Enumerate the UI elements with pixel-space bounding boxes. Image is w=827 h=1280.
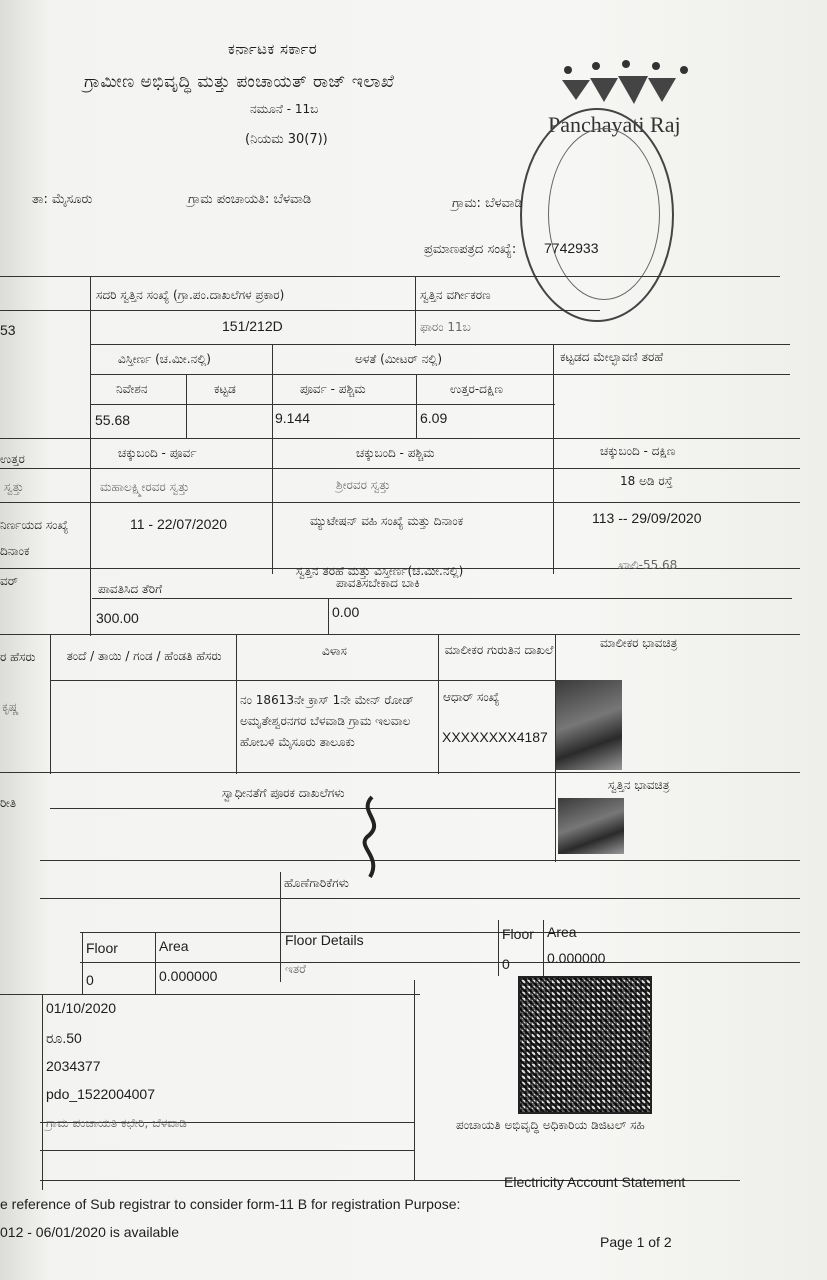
owner-address: ನಂ 18613ನೇ ಕ್ರಾಸ್ 1ನೇ ಮೇನ್ ರೋಡ್ ಅಮೃತೇಶ್ವರನಗರ ಬೆಳವಾಡಿ ಗ್ರಾಮ ಇಲವಾಲ ಹೋಬಳಿ ಮೈಸೂರು ತಾಲೂಕು bbox=[240, 693, 414, 749]
west-value: ಶ್ರೀರವರ ಸ್ವತ್ತು bbox=[336, 478, 391, 492]
site-label: ನಿವೇಶನ bbox=[116, 382, 148, 396]
resolution-date-label: ದಿನಾಂಕ bbox=[0, 544, 30, 558]
type-area-label: ಸ್ವತ್ತಿನ ತರಹೆ ಮತ್ತು ವಿಸ್ತೀರ್ಣ(ಚ.ಮೀ.ನಲ್ಲಿ) bbox=[296, 564, 464, 578]
right-floor-value: 0 bbox=[502, 956, 510, 972]
certificate-label: ಪ್ರಮಾಣಪತ್ರದ ಸಂಖ್ಯೆ: bbox=[424, 242, 517, 257]
officer-id: pdo_1522004007 bbox=[46, 1086, 156, 1102]
office-name: ಗ್ರಾಮ ಪಂಚಾಯತಿ ಕಛೇರಿ, ಬೆಳವಾಡಿ bbox=[46, 1116, 187, 1130]
type-area-value: ಖಾಲಿ-55.68 bbox=[618, 558, 678, 572]
panchayat-logo bbox=[556, 60, 696, 110]
area-label: ವಿಸ್ತೀರ್ಣ (ಚ.ಮೀ.ನಲ್ಲಿ) bbox=[118, 352, 211, 366]
page-number: Page 1 of 2 bbox=[600, 1234, 672, 1250]
logo-text: Panchayati Raj bbox=[548, 112, 681, 137]
right-floor-header: Floor bbox=[502, 926, 534, 942]
classification: ಫಾರಂ 11ಬ bbox=[420, 320, 471, 334]
north-label: ಉತ್ತರ bbox=[0, 452, 25, 466]
mutation-value: 113 -- 29/09/2020 bbox=[592, 510, 702, 526]
left-edge-number: 53 bbox=[0, 322, 16, 338]
owner-photo bbox=[556, 680, 622, 770]
issue-date: 01/10/2020 bbox=[46, 1000, 117, 1016]
north-south-label: ಉತ್ತರ-ದಕ್ಷಿಣ bbox=[450, 382, 503, 396]
ink-mark bbox=[352, 792, 392, 882]
classification-label: ಸ್ವತ್ತಿನ ವರ್ಗೀಕರಣ bbox=[420, 288, 491, 302]
building-label: ಕಟ್ಟಡ bbox=[214, 382, 236, 396]
east-value: ಮಹಾಲಕ್ಷ್ಮೀರವರ ಸ್ವತ್ತು bbox=[100, 480, 190, 494]
north-south-value: 6.09 bbox=[420, 410, 448, 426]
rule-number: (ನಿಯಮ 30(7)) bbox=[245, 132, 328, 147]
village: ಗ್ರಾಮ: ಬೆಳವಾಡಿ bbox=[452, 196, 523, 211]
form-number: ನಮೂನೆ - 11ಬ bbox=[250, 102, 319, 116]
footer-line-2: 012 - 06/01/2020 is available bbox=[0, 1224, 180, 1240]
footer-line-1: e reference of Sub registrar to consider form-11 B for registration Purpose: bbox=[0, 1196, 461, 1212]
east-label: ಚಕ್ಕುಬಂದಿ - ಪೂರ್ವ bbox=[118, 446, 197, 460]
right-area-value: 0.000000 bbox=[547, 950, 606, 966]
property-number: 151/212D bbox=[222, 318, 283, 334]
south-value: 18 ಅಡಿ ರಸ್ತೆ bbox=[620, 474, 673, 488]
acquisition-row-label: ರೀತಿ bbox=[0, 796, 17, 810]
address-label: ವಿಳಾಸ bbox=[322, 644, 347, 658]
owner-name-fragment: ಕೃಷ್ಣ bbox=[2, 700, 19, 714]
relation-label: ತಂದೆ / ತಾಯಿ / ಗಂಡ / ಹೆಂಡತಿ ಹೆಸರು bbox=[66, 649, 222, 663]
department-title: ಗ್ರಾಮೀಣ ಅಭಿವೃದ್ಧಿ ಮತ್ತು ಪಂಚಾಯತ್ ರಾಜ್ ಇಲಾಖೆ bbox=[84, 72, 395, 92]
left-floor-value: 0 bbox=[86, 972, 94, 988]
left-area-header: Area bbox=[159, 938, 189, 954]
acquisition-label: ಸ್ವಾಧೀನತೆಗೆ ಪೂರಕ ದಾಖಲೆಗಳು bbox=[222, 786, 345, 800]
floor-details-value: ಇತರೆ bbox=[285, 962, 306, 976]
office-seal-inner bbox=[548, 128, 660, 300]
construction-label: ಕಟ್ಟಡದ ಮೇಲ್ಛಾವಣಿ ತರಹೆ bbox=[560, 350, 664, 364]
property-number-label: ಸದರಿ ಸ್ವತ್ತಿನ ಸಂಖ್ಯೆ (ಗ್ರಾ.ಪಂ.ದಾಖಲೆಗಳ ಪ್ರಕಾರ) bbox=[96, 288, 285, 302]
owner-id-label: ಮಾಲೀಕರ ಗುರುತಿನ ದಾಖಲೆ bbox=[444, 643, 554, 657]
south-label: ಚಕ್ಕುಬಂದಿ - ದಕ್ಷಿಣ bbox=[600, 444, 676, 458]
paid-tax: 300.00 bbox=[96, 610, 139, 626]
resolution-value: 11 - 22/07/2020 bbox=[130, 516, 228, 532]
tax-row-label: ವರ್ bbox=[0, 574, 18, 588]
paid-tax-label: ಪಾವತಿಸಿದ ತೆರಿಗೆ bbox=[98, 582, 163, 596]
dimension-label: ಅಳತೆ (ಮೀಟರ್ ನಲ್ಲಿ) bbox=[355, 352, 443, 366]
north-value: ಸ್ವತ್ತು bbox=[4, 480, 24, 494]
owner-photo-label: ಮಾಲೀಕರ ಭಾವಚಿತ್ರ bbox=[600, 636, 678, 650]
digital-signature-label: ಪಂಚಾಯತಿ ಅಭಿವೃದ್ಧಿ ಅಧಿಕಾರಿಯ ಡಿಜಿಟಲ್ ಸಹಿ bbox=[456, 1118, 645, 1132]
footer-line-1-right: Electricity Account Statement bbox=[504, 1174, 686, 1190]
left-area-value: 0.000000 bbox=[159, 968, 218, 984]
due-amount: 0.00 bbox=[332, 604, 360, 620]
owner-id-value: XXXXXXXX4187 bbox=[442, 729, 548, 745]
resolution-label: ನಿರ್ಣಯದ ಸಂಖ್ಯೆ bbox=[0, 518, 69, 532]
owner-name-label: ರ ಹೆಸರು bbox=[0, 650, 36, 664]
gram-panchayat: ಗ್ರಾಮ ಪಂಚಾಯತಿ: ಬೆಳವಾಡಿ bbox=[188, 192, 312, 207]
owner-id-type: ಆಧಾರ್ ಸಂಖ್ಯೆ bbox=[443, 690, 500, 704]
floor-details-header: Floor Details bbox=[285, 932, 364, 948]
taluk: ತಾ: ಮೈಸೂರು bbox=[32, 192, 93, 207]
east-west-value: 9.144 bbox=[275, 410, 311, 426]
liabilities-label: ಹೊಣೆಗಾರಿಕೆಗಳು bbox=[284, 876, 349, 890]
east-west-label: ಪೂರ್ವ - ಪಶ್ಚಿಮ bbox=[300, 382, 366, 396]
certificate-number: 7742933 bbox=[544, 240, 599, 256]
property-photo bbox=[558, 798, 624, 854]
site-area: 55.68 bbox=[95, 412, 131, 428]
fee: ರೂ.50 bbox=[46, 1030, 82, 1046]
property-photo-label: ಸ್ವತ್ತಿನ ಭಾವಚಿತ್ರ bbox=[608, 778, 670, 792]
due-label: ಪಾವತಿಸಬೇಕಾದ ಬಾಕಿ bbox=[336, 576, 420, 590]
left-floor-header: Floor bbox=[86, 940, 118, 956]
west-label: ಚಕ್ಕುಬಂದಿ - ಪಶ್ಚಿಮ bbox=[356, 446, 435, 460]
qr-code bbox=[520, 978, 650, 1112]
right-area-header: Area bbox=[547, 924, 577, 940]
receipt-number: 2034377 bbox=[46, 1058, 101, 1074]
mutation-label: ಮ್ಯುಟೇಷನ್ ವಹಿ ಸಂಖ್ಯೆ ಮತ್ತು ದಿನಾಂಕ bbox=[310, 514, 464, 528]
govt-title: ಕರ್ನಾಟಕ ಸರ್ಕಾರ bbox=[228, 40, 318, 58]
